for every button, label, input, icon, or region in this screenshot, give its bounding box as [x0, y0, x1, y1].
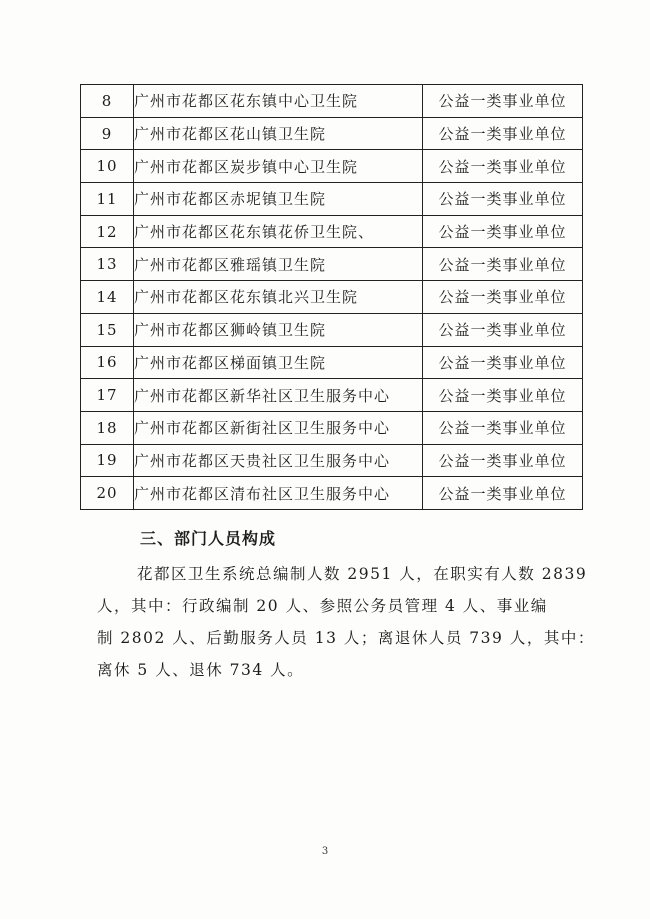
- page-number: 3: [321, 846, 329, 857]
- unit-type-cell: 公益一类事业单位: [423, 444, 583, 477]
- unit-name-cell: 广州市花都区雅瑶镇卫生院: [134, 248, 423, 281]
- unit-name-cell: 广州市花都区花东镇北兴卫生院: [134, 281, 423, 314]
- unit-type-cell: 公益一类事业单位: [423, 183, 583, 216]
- table-row: [81, 183, 583, 216]
- row-number-cell: 16: [81, 346, 134, 379]
- row-number-cell: 8: [81, 85, 134, 118]
- unit-type-cell: 公益一类事业单位: [423, 117, 583, 150]
- unit-type-cell: 公益一类事业单位: [423, 477, 583, 510]
- row-number-cell: 10: [81, 150, 134, 183]
- table-row: [81, 313, 583, 346]
- unit-type-cell: 公益一类事业单位: [423, 346, 583, 379]
- unit-name-cell: 广州市花都区炭步镇中心卫生院: [134, 150, 423, 183]
- row-number-cell: 18: [81, 411, 134, 444]
- row-number-cell: 13: [81, 248, 134, 281]
- unit-name-cell: 广州市花都区新街社区卫生服务中心: [134, 411, 423, 444]
- row-number-cell: 15: [81, 313, 134, 346]
- table-row: [81, 85, 583, 118]
- section-title: 三、部门人员构成: [140, 529, 277, 548]
- unit-type-cell: 公益一类事业单位: [423, 379, 583, 412]
- table-row: [81, 379, 583, 412]
- unit-name-cell: 广州市花都区花山镇卫生院: [134, 117, 423, 150]
- table-row: [81, 117, 583, 150]
- unit-name-cell: 广州市花都区狮岭镇卫生院: [134, 313, 423, 346]
- row-number-cell: 20: [81, 477, 134, 510]
- unit-name-cell: 广州市花都区花东镇花侨卫生院、: [134, 215, 423, 248]
- unit-name-cell: 广州市花都区天贵社区卫生服务中心: [134, 444, 423, 477]
- table-row: [81, 248, 583, 281]
- table-row: [81, 150, 583, 183]
- row-number-cell: 12: [81, 215, 134, 248]
- staff-paragraph: [97, 558, 595, 686]
- row-number-cell: 14: [81, 281, 134, 314]
- table-row: [81, 411, 583, 444]
- unit-type-cell: 公益一类事业单位: [423, 85, 583, 118]
- table-row: [81, 444, 583, 477]
- table-row: [81, 346, 583, 379]
- unit-type-cell: 公益一类事业单位: [423, 150, 583, 183]
- unit-type-cell: 公益一类事业单位: [423, 215, 583, 248]
- unit-name-cell: 广州市花都区清布社区卫生服务中心: [134, 477, 423, 510]
- unit-type-cell: 公益一类事业单位: [423, 313, 583, 346]
- paragraph-line: 花都区卫生系统总编制人数 2951 人，在职实有人数 2839: [137, 565, 588, 583]
- row-number-cell: 9: [81, 117, 134, 150]
- table-row: [81, 477, 583, 510]
- row-number-cell: 19: [81, 444, 134, 477]
- row-number-cell: 11: [81, 183, 134, 216]
- unit-name-cell: 广州市花都区花东镇中心卫生院: [134, 85, 423, 118]
- paragraph-line: 人，其中：行政编制 20 人、参照公务员管理 4 人、事业编: [97, 597, 548, 615]
- table-row: [81, 215, 583, 248]
- paragraph-line: 制 2802 人、后勤服务人员 13 人；离退休人员 739 人，其中：: [97, 629, 595, 647]
- units-table: [80, 84, 583, 510]
- unit-type-cell: 公益一类事业单位: [423, 248, 583, 281]
- unit-type-cell: 公益一类事业单位: [423, 411, 583, 444]
- paragraph-line: 离休 5 人、退休 734 人。: [97, 661, 305, 679]
- unit-name-cell: 广州市花都区赤坭镇卫生院: [134, 183, 423, 216]
- unit-type-cell: 公益一类事业单位: [423, 281, 583, 314]
- unit-name-cell: 广州市花都区梯面镇卫生院: [134, 346, 423, 379]
- row-number-cell: 17: [81, 379, 134, 412]
- table-row: [81, 281, 583, 314]
- unit-name-cell: 广州市花都区新华社区卫生服务中心: [134, 379, 423, 412]
